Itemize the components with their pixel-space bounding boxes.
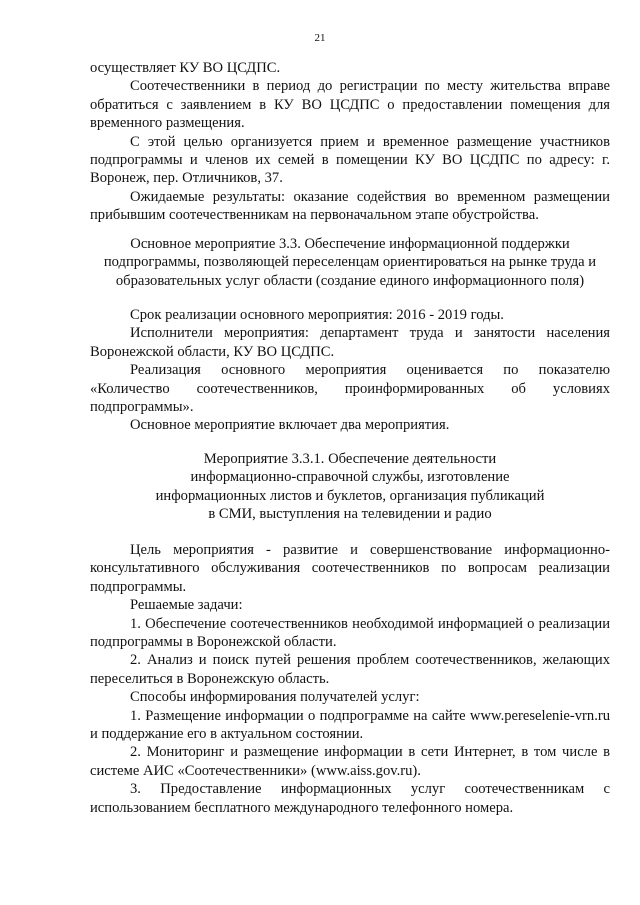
intro-paragraph-3: Ожидаемые результаты: оказание содействия во временном размещении прибывшим соотечественникам на первоначальном этапе обустройства.: [90, 188, 610, 224]
intro-paragraph-2: С этой целью организуется прием и временное размещение участников подпрограммы и членов их семей в помещении КУ ВО ЦСДПС по адресу: г. Воронеж, пер. Отличников, 37.: [90, 133, 610, 187]
intro-line: осуществляет КУ ВО ЦСДПС.: [90, 60, 281, 76]
section-3-3-1-body: [90, 541, 610, 817]
goal-paragraph: Цель мероприятия - развитие и совершенствование информационно-консультативного обслуживания соотечественников по вопросам реализации подпрограммы.: [90, 542, 610, 595]
heading-line: образовательных услуг области (создание единого информационного поля): [115, 272, 585, 289]
heading-line: Мероприятие 3.3.1. Обеспечение деятельности: [203, 451, 497, 467]
intro-block: [90, 59, 610, 225]
task-2: 2. Анализ и поиск путей решения проблем соотечественников, желающих переселиться в Воронежскую область.: [90, 652, 610, 687]
executors-paragraph: Исполнители мероприятия: департамент труда и занятости населения Воронежской области, КУ ВО ЦСДПС.: [90, 325, 610, 360]
method-1: 1. Размещение информации о подпрограмме на сайте www.pereselenie-vrn.ru и поддержание его в актуальном состоянии.: [90, 707, 610, 743]
evaluation-paragraph: Реализация основного мероприятия оценивается по показателю «Количество соотечественников, проинформированных об условиях подпрограммы».: [90, 362, 610, 416]
page-number: 21: [314, 32, 326, 44]
includes-paragraph: Основное мероприятие включает два мероприятия.: [130, 417, 450, 434]
method-2: 2. Мониторинг и размещение информации в сети Интернет, в том числе в системе АИС «Соотечественники» (www.aiss.gov.ru).: [90, 744, 610, 779]
task-1: 1. Обеспечение соотечественников необходимой информацией о реализации подпрограммы в Воронежской области.: [90, 615, 610, 651]
heading-line: информационных листов и буклетов, организация публикаций: [155, 487, 545, 504]
section-3-3-1-heading: [90, 450, 610, 524]
heading-line: подпрограммы, позволяющей переселенцам ориентироваться на рынке труда и: [103, 254, 597, 271]
method-3: 3. Предоставление информационных услуг соотечественникам с использованием бесплатного международного телефонного номера.: [90, 781, 610, 816]
section-3-3-body: [90, 306, 610, 435]
methods-label: Способы информирования получателей услуг:: [130, 689, 420, 706]
section-3-3-heading: [90, 235, 610, 290]
heading-line: информационно-справочной службы, изготовление: [190, 469, 510, 486]
term-paragraph: Срок реализации основного мероприятия: 2016 - 2019 годы.: [130, 307, 504, 323]
heading-line: в СМИ, выступления на телевидении и радио: [208, 506, 492, 523]
heading-line: Основное мероприятие 3.3. Обеспечение информационной поддержки: [130, 236, 570, 252]
intro-paragraph-1: Соотечественники в период до регистрации по месту жительства вправе обратиться с заявлением в КУ ВО ЦСДПС о предоставлении помещения для временного размещения.: [90, 78, 610, 132]
tasks-label: Решаемые задачи:: [130, 597, 243, 614]
